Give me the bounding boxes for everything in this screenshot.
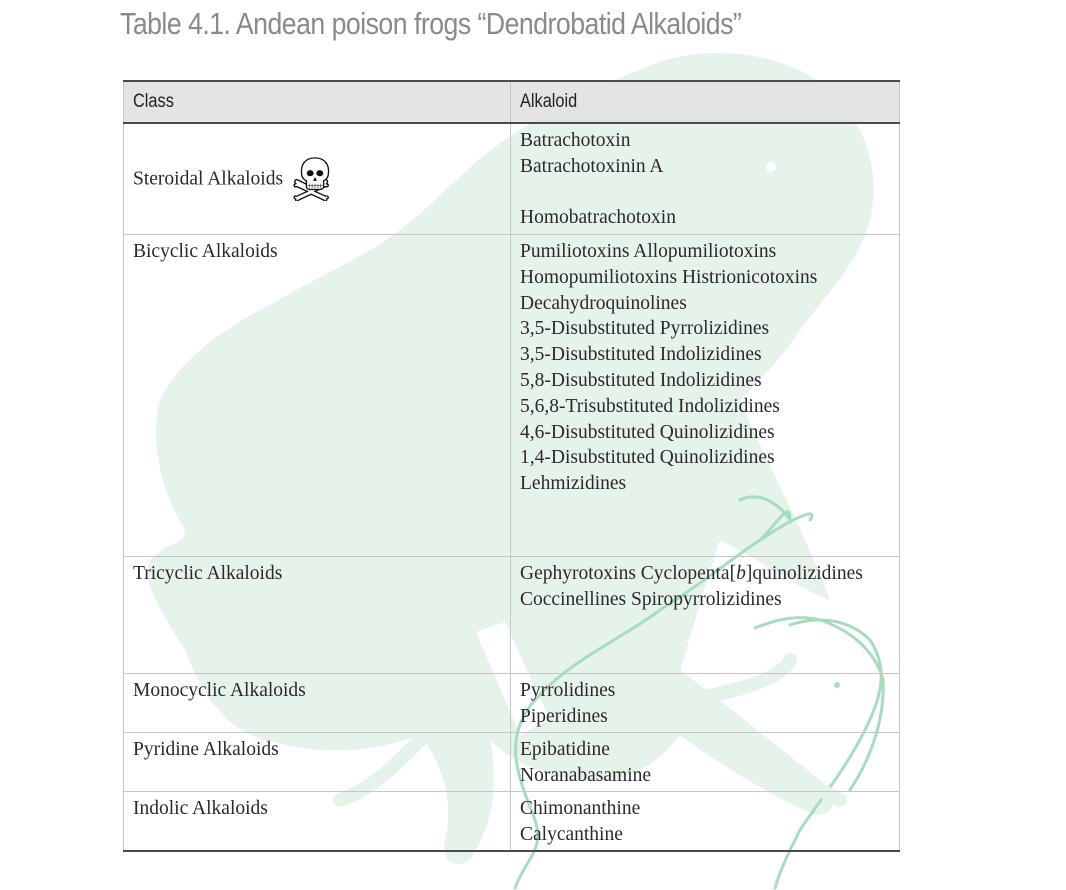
alkaloid-table [123, 80, 900, 852]
alkaloid-item: 3,5-Disubstituted Pyrrolizidines [520, 318, 770, 340]
class-cell [124, 123, 511, 235]
alkaloid-cell [511, 733, 900, 792]
table-row [124, 733, 900, 792]
class-label: Steroidal Alkaloids [133, 168, 284, 190]
alkaloid-item: Chimonanthine [520, 798, 641, 819]
table-row [124, 792, 900, 852]
table-row [124, 674, 900, 733]
skull-and-crossbones-icon [292, 155, 338, 201]
class-label: Bicyclic Alkaloids [133, 241, 278, 262]
alkaloid-item: Homobatrachotoxin [520, 207, 676, 229]
column-header-alkaloid: Alkaloid [511, 81, 900, 123]
alkaloid-item: 4,6-Disubstituted Quinolizidines [520, 421, 775, 443]
alkaloid-cell [511, 674, 900, 733]
alkaloid-item: Pumiliotoxins Allopumiliotoxins [520, 241, 777, 262]
alkaloid-item: Lehmizidines [520, 473, 627, 495]
class-label: Tricyclic Alkaloids [133, 563, 283, 584]
table-row [124, 123, 900, 235]
alkaloid-item: Calycanthine [520, 823, 623, 845]
class-cell [124, 674, 511, 733]
class-cell [124, 235, 511, 557]
alkaloid-item: Homopumiliotoxins Histrionicotoxins [520, 266, 818, 288]
alkaloid-item: Gephyrotoxins Cyclopenta[b]quinolizidines [520, 563, 863, 584]
class-cell [124, 557, 511, 674]
alkaloid-item: Decahydroquinolines [520, 292, 687, 314]
alkaloid-item: Epibatidine [520, 739, 610, 760]
alkaloid-item: 5,8-Disubstituted Indolizidines [520, 369, 762, 391]
alkaloid-item: 5,6,8-Trisubstituted Indolizidines [520, 395, 780, 417]
class-cell [124, 792, 511, 852]
alkaloid-item: Coccinellines Spiropyrrolizidines [520, 588, 782, 610]
class-label: Indolic Alkaloids [133, 798, 268, 819]
alkaloid-cell [511, 123, 900, 235]
alkaloid-cell [511, 235, 900, 557]
class-label: Monocyclic Alkaloids [133, 680, 306, 701]
blank-line [520, 180, 890, 206]
alkaloid-item: Batrachotoxin [520, 130, 631, 151]
alkaloid-item: 3,5-Disubstituted Indolizidines [520, 344, 762, 366]
table-header-row [124, 81, 900, 123]
alkaloid-item: Batrachotoxinin A [520, 155, 664, 177]
class-cell [124, 733, 511, 792]
table-caption: Table 4.1. Andean poison frogs “Dendrobatid Alkaloids” [120, 6, 742, 41]
alkaloid-item: Pyrrolidines [520, 680, 616, 701]
alkaloid-item: Piperidines [520, 705, 608, 727]
table-row [124, 557, 900, 674]
alkaloid-item: 1,4-Disubstituted Quinolizidines [520, 447, 775, 469]
column-header-class: Class [124, 81, 511, 123]
alkaloid-cell [511, 557, 900, 674]
class-label: Pyridine Alkaloids [133, 739, 279, 760]
table-row [124, 235, 900, 557]
alkaloid-item: Noranabasamine [520, 764, 652, 786]
alkaloid-cell [511, 792, 900, 852]
